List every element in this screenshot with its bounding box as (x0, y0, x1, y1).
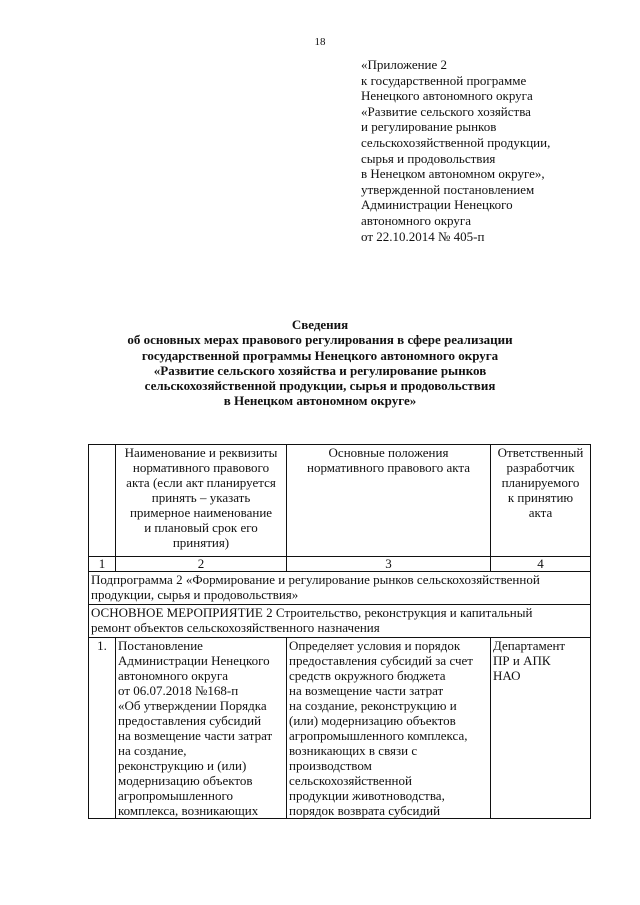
text-line: агропромышленного комплекса, (289, 728, 468, 743)
text-line: агропромышленного (118, 788, 233, 803)
text-line: ПР и АПК (493, 653, 551, 668)
text-line: «Развитие сельского хозяйства и регулирование рынков (153, 362, 487, 378)
column-number: 4 (491, 557, 591, 572)
column-number-row (89, 557, 591, 572)
text-line: от 06.07.2018 №168-п (118, 683, 239, 698)
text-line: «Приложение 2 (361, 57, 448, 72)
text-line: возникающих в связи с (289, 743, 418, 758)
text-line: Ответственный (497, 445, 584, 460)
text-line: ОСНОВНОЕ МЕРОПРИЯТИЕ 2 Строительство, реконструкция и капитальный (91, 605, 533, 620)
column-number: 1 (89, 557, 116, 572)
document-heading (0, 317, 640, 409)
text-line: Администрации Ненецкого (118, 653, 270, 668)
text-line: автономного округа (361, 212, 471, 228)
subprogram-row (89, 572, 591, 605)
text-line: нормативного правового (132, 460, 270, 475)
table-row (89, 638, 591, 819)
text-line: продукции, сырья и продовольствия» (91, 587, 299, 602)
text-line: Администрации Ненецкого (361, 197, 513, 213)
text-line: ремонт объектов сельскохозяйственного назначения (91, 620, 380, 635)
responsible-cell (491, 638, 591, 819)
main-measure-title (89, 605, 591, 638)
text-line: предоставления субсидий (118, 713, 262, 728)
text-line: разработчик (506, 460, 575, 475)
act-name-cell (116, 638, 287, 819)
text-line: предоставления субсидий за счет (289, 653, 473, 668)
text-line: и плановый срок его (144, 520, 258, 535)
column-number: 2 (116, 557, 287, 572)
text-line: сельскохозяйственной (289, 773, 412, 788)
text-line: об основных мерах правового регулирования в сфере реализации (127, 332, 513, 348)
subprogram-title (89, 572, 591, 605)
text-line: комплекса, возникающих (118, 803, 259, 818)
text-line: Департамент (493, 638, 566, 653)
text-line: государственной программы Ненецкого автономного округа (141, 347, 499, 363)
text-line: и регулирование рынков (361, 119, 497, 135)
text-line: утвержденной постановлением (361, 181, 535, 197)
text-line: НАО (493, 668, 521, 683)
text-line: принять – указать (151, 490, 251, 505)
text-line: в Ненецком автономном округе», (361, 166, 545, 182)
text-line: акта (528, 505, 553, 520)
text-line: принятия) (172, 535, 230, 550)
text-line: Ненецкого автономного округа (361, 88, 533, 104)
text-line: планируемого (501, 475, 580, 490)
text-line: Постановление (118, 638, 203, 653)
text-line: Основные положения (328, 445, 449, 460)
column-number: 3 (287, 557, 491, 572)
header-cell-number (89, 445, 116, 557)
text-line: производством (289, 758, 372, 773)
text-line: Подпрограмма 2 «Формирование и регулирование рынков сельскохозяйственной (91, 572, 540, 587)
text-line: Наименование и реквизиты (124, 445, 278, 460)
text-line: акта (если акт планируется (126, 475, 276, 490)
text-line: на возмещение части затрат (289, 683, 444, 698)
text-line: нормативного правового акта (307, 460, 470, 475)
text-line: примерное наименование (129, 505, 273, 520)
text-line: «Развитие сельского хозяйства (361, 103, 531, 119)
text-line: сырья и продовольствия (361, 150, 496, 166)
text-line: на возмещение части затрат (118, 728, 273, 743)
header-cell-responsible (491, 445, 591, 557)
text-line: к принятию (507, 490, 574, 505)
text-line: на создание, реконструкцию и (289, 698, 457, 713)
text-line: сельскохозяйственной продукции, сырья и продовольствия (144, 378, 496, 394)
text-line: Определяет условия и порядок (289, 638, 461, 653)
text-line: в Ненецком автономном округе» (223, 393, 417, 409)
text-line: «Об утверждении Порядка (118, 698, 267, 713)
text-line: автономного округа (118, 668, 228, 683)
legal-measures-table (88, 444, 591, 819)
text-line: средств окружного бюджета (289, 668, 446, 683)
text-line: сельскохозяйственной продукции, (361, 134, 551, 150)
text-line: порядок возврата субсидий (289, 803, 441, 818)
row-number: 1. (89, 638, 116, 819)
text-line: к государственной программе (361, 72, 527, 88)
header-cell-provisions (287, 445, 491, 557)
page-number: 18 (314, 36, 326, 48)
main-measure-row (89, 605, 591, 638)
text-line: продукции животноводства, (289, 788, 445, 803)
text-line: реконструкцию и (или) (118, 758, 247, 773)
header-cell-act-name (116, 445, 287, 557)
text-line: Сведения (291, 317, 349, 332)
text-line: на создание, (118, 743, 187, 758)
text-line: от 22.10.2014 № 405-п (361, 228, 485, 244)
provisions-cell (287, 638, 491, 819)
appendix-approval-block (361, 57, 550, 244)
table-header-row (89, 445, 591, 557)
text-line: (или) модернизацию объектов (289, 713, 456, 728)
text-line: модернизацию объектов (118, 773, 253, 788)
